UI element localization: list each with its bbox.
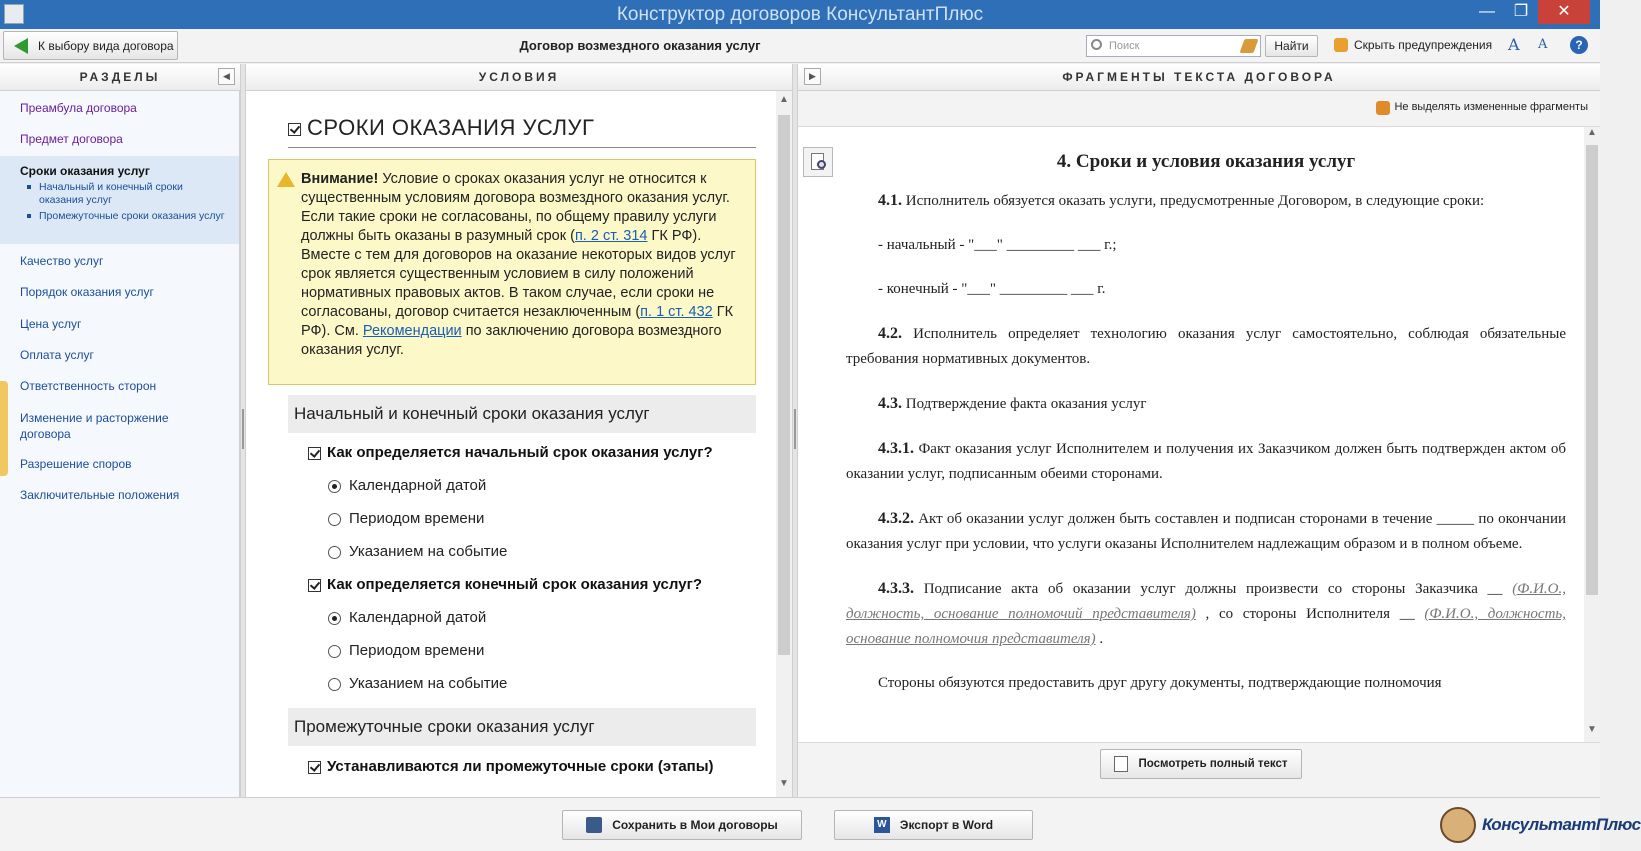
customer-representative-field[interactable]: (Ф.И.О., должность, основание полномочий представителя) [846,581,1566,622]
font-decrease-icon[interactable]: A [1538,37,1548,52]
scroll-up-icon[interactable]: ▲ [1587,127,1597,138]
view-full-text-button[interactable] [1100,749,1302,779]
radio-label: Указанием на событие [349,543,508,560]
clause-number: 4.3.2. [878,510,914,527]
warning-toggle-icon [1334,38,1348,52]
view-full-text-label: Посмотреть полный текст [1138,758,1288,770]
warning-bold: Внимание! [301,171,379,187]
clause-number: 4.3. [878,395,902,412]
clause-4-2 [846,321,1566,372]
export-to-word-button[interactable] [834,810,1033,840]
conditions-header: УСЛОВИЯ [246,64,792,91]
question-start-term-label: Как определяется начальный срок оказания услуг? [327,444,713,461]
section-item-disputes[interactable]: Разрешение споров [20,457,132,471]
close-button[interactable]: ✕ [1538,0,1590,24]
scrollbar-thumb[interactable] [778,115,790,655]
warning-text-4: по заключению договора возмездного оказания услуг. [301,323,722,358]
section-item-payment[interactable]: Оплата услуг [20,348,94,362]
minimize-button[interactable]: — [1479,3,1495,20]
radio-label: Периодом времени [349,642,485,659]
checkbox-checked-icon[interactable] [288,123,301,136]
checkbox-checked-icon[interactable] [308,761,321,774]
radio-label: Указанием на событие [349,675,508,692]
fragments-header-label: ФРАГМЕНТЫ ТЕКСТА ДОГОВОРА [1062,70,1336,84]
clear-search-icon[interactable] [1239,39,1258,53]
link-art-314[interactable]: п. 2 ст. 314 [574,228,648,244]
warning-text-2: ГК РФ). Вместе с тем для договоров на оказание некоторых видов услуг срок является существенным условием в силу положений нормативных правовых актов. В таком случае, если сроки не согласованы, договор считается незаключенным ( [301,228,736,320]
radio-end-calendar[interactable] [328,609,486,626]
clause-number: 4.3.3. [878,580,914,597]
radio-unselected-icon[interactable] [328,546,341,559]
subsection-intermediate-terms[interactable]: Промежуточные сроки оказания услуг [27,210,227,223]
search-input[interactable] [1086,35,1261,57]
export-label: Экспорт в Word [899,818,994,832]
section-item-price[interactable]: Цена услуг [20,317,82,331]
radio-label: Периодом времени [349,510,485,527]
radio-start-calendar[interactable] [328,477,486,494]
document-title: Договор возмездного оказания услуг [519,38,761,53]
no-highlight-label: Не выделять измененные фрагменты [1394,101,1588,113]
scroll-down-icon[interactable]: ▼ [1587,724,1597,735]
clause-4-4: Стороны обязуются предоставить друг другу документы, подтверждающие полномочия [878,675,1442,691]
section-item-terms[interactable]: Сроки оказания услуг [20,164,150,178]
radio-label: Календарной датой [349,609,487,626]
font-increase-icon[interactable]: A [1508,35,1520,54]
fragments-toolbar [798,91,1600,127]
save-icon [586,817,602,833]
clause-start-date: - начальный - "___" _________ ___ г.; [878,237,1117,253]
search-icon [1091,39,1102,50]
checkbox-checked-icon[interactable] [308,447,321,460]
bottom-bar [0,797,1641,851]
back-button-label: К выбору вида договора [38,38,174,53]
collapse-sections-button[interactable]: ◀ [218,68,235,85]
fragments-header [798,64,1600,91]
scrollbar-thumb[interactable] [1586,145,1598,595]
clause-4-3-3 [846,576,1566,652]
help-icon[interactable]: ? [1570,36,1588,54]
clause-end-date: - конечный - "___" _________ ___ г. [878,281,1106,297]
checkbox-checked-icon[interactable] [308,579,321,592]
link-recommendations[interactable]: Рекомендации [362,323,462,339]
back-arrow-icon [14,38,28,54]
radio-unselected-icon[interactable] [328,645,341,658]
clause-text: Исполнитель определяет технологию оказания услуг самостоятельно, соблюдая обязательные требования нормативных документов. [846,326,1566,367]
clause-text: Подтверждение факта оказания услуг [902,396,1147,412]
clause-4-3 [846,391,1566,417]
sections-header-label: РАЗДЕЛЫ [79,70,161,84]
radio-selected-icon[interactable] [328,480,341,493]
clause-text: . [1095,631,1104,647]
fragments-footer [798,742,1600,797]
section-item-amendment[interactable]: Изменение и расторжение договора [20,411,169,441]
question-intermediate-label: Устанавливаются ли промежуточные сроки (этапы) [327,758,714,775]
conditions-scrollbar[interactable] [776,91,792,797]
question-intermediate-terms[interactable] [308,758,714,775]
subsection-start-end-terms[interactable]: Начальный и конечный сроки оказания услуг [27,181,227,207]
clause-4-1 [846,188,1566,214]
group-start-end-terms: Начальный и конечный сроки оказания услуг [288,395,756,433]
group-intermediate-terms: Промежуточные сроки оказания услуг [288,708,756,746]
radio-end-event[interactable] [328,675,507,692]
document-icon [1114,756,1128,772]
maximize-button[interactable]: ❐ [1513,3,1529,20]
section-item-quality[interactable]: Качество услуг [20,254,104,268]
section-item-preamble[interactable]: Преамбула договора [20,101,137,115]
save-to-my-contracts-button[interactable] [562,810,802,840]
clause-text: Исполнитель обязуется оказать услуги, предусмотренные Договором, в следующие сроки: [902,193,1485,209]
find-button[interactable]: Найти [1265,35,1318,57]
section-item-subject[interactable]: Предмет договора [20,132,123,146]
question-start-term[interactable] [308,444,713,461]
warning-box [268,159,756,385]
save-label: Сохранить в Мои договоры [612,818,778,832]
clause-number: 4.3.1. [878,440,914,457]
clause-number: 4.1. [878,192,902,209]
splitter-grip [794,409,796,449]
warning-text-1: Условие о сроках оказания услуг не относится к существенным условиям договора возмездного оказания услуг. Если такие сроки не согласованы, по общему правилу услуги должны быть оказаны в разумный срок ( [301,171,730,244]
question-end-term-label: Как определяется конечный срок оказания услуг? [327,576,702,593]
warning-icon [277,172,295,187]
clause-text: Акт об оказании услуг должен быть составлен и подписан сторонами в течение _____ по окончании оказания услуг при условии, что услуги оказаны Исполнителем надлежащим образом и в полном объеме. [846,511,1566,552]
hide-warnings-button[interactable] [1334,38,1492,52]
radio-end-period[interactable] [328,642,484,659]
title-divider [288,147,756,148]
clause-4-3-1 [846,436,1566,487]
question-end-term[interactable] [308,576,702,593]
conditions-title-label: СРОКИ ОКАЗАНИЯ УСЛУГ [307,115,595,140]
highlight-icon [1376,101,1390,115]
clause-number: 4.2. [878,325,902,342]
sections-panel [0,91,240,797]
toolbar [0,29,1600,63]
radio-unselected-icon[interactable] [328,513,341,526]
fragments-panel [798,91,1600,797]
side-tab-handle[interactable] [0,381,8,476]
word-icon: W [874,817,890,833]
no-highlight-toggle[interactable] [1376,101,1588,113]
conditions-title[interactable] [288,115,594,141]
warning-text-3: ГК РФ). См. [301,304,734,339]
link-art-432[interactable]: п. 1 ст. 432 [640,304,713,320]
expand-fragments-button[interactable]: ▶ [804,68,821,85]
preview-document-button[interactable] [803,147,833,177]
back-to-contract-type-button[interactable] [3,31,178,60]
radio-start-event[interactable] [328,543,507,560]
sections-header [0,64,240,91]
fragment-heading: 4. Сроки и условия оказания услуг [1056,151,1356,172]
section-item-liability[interactable]: Ответственность сторон [20,379,157,393]
radio-start-period[interactable] [328,510,484,527]
scroll-down-icon[interactable]: ▼ [779,778,789,789]
logo-mascot-icon [1440,807,1476,843]
splitter-grip [242,409,244,449]
window-title: Конструктор договоров КонсультантПлюс [616,4,984,25]
logo-text: КонсультантПлюс [1482,815,1641,834]
search-placeholder: Поиск [1109,40,1140,52]
conditions-panel [246,91,792,797]
radio-selected-icon[interactable] [328,612,341,625]
clause-text: , со стороны Исполнителя __ [1195,606,1425,622]
section-item-terms-active[interactable] [0,156,239,244]
radio-label: Календарной датой [349,477,487,494]
section-item-final[interactable]: Заключительные положения [20,488,180,502]
contract-text [846,145,1566,715]
title-bar [0,0,1600,29]
clause-text: Факт оказания услуг Исполнителем и получения их Заказчиком должен быть подтвержден актом об оказании услуг, подписанным обеими сторонами. [846,441,1566,482]
hide-warnings-label: Скрыть предупреждения [1354,38,1493,52]
contractor-representative-field[interactable]: (Ф.И.О., должность, основание полномочия представителя) [846,606,1566,647]
magnifier-icon [817,160,826,169]
radio-unselected-icon[interactable] [328,678,341,691]
clause-4-3-2 [846,506,1566,557]
section-item-procedure[interactable]: Порядок оказания услуг [20,285,154,299]
fragments-scrollbar[interactable] [1584,127,1600,742]
scroll-up-icon[interactable]: ▲ [779,94,789,105]
consultant-plus-logo [1440,806,1641,844]
clause-text: Подписание акта об оказании услуг должны произвести со стороны Заказчика __ [914,581,1513,597]
